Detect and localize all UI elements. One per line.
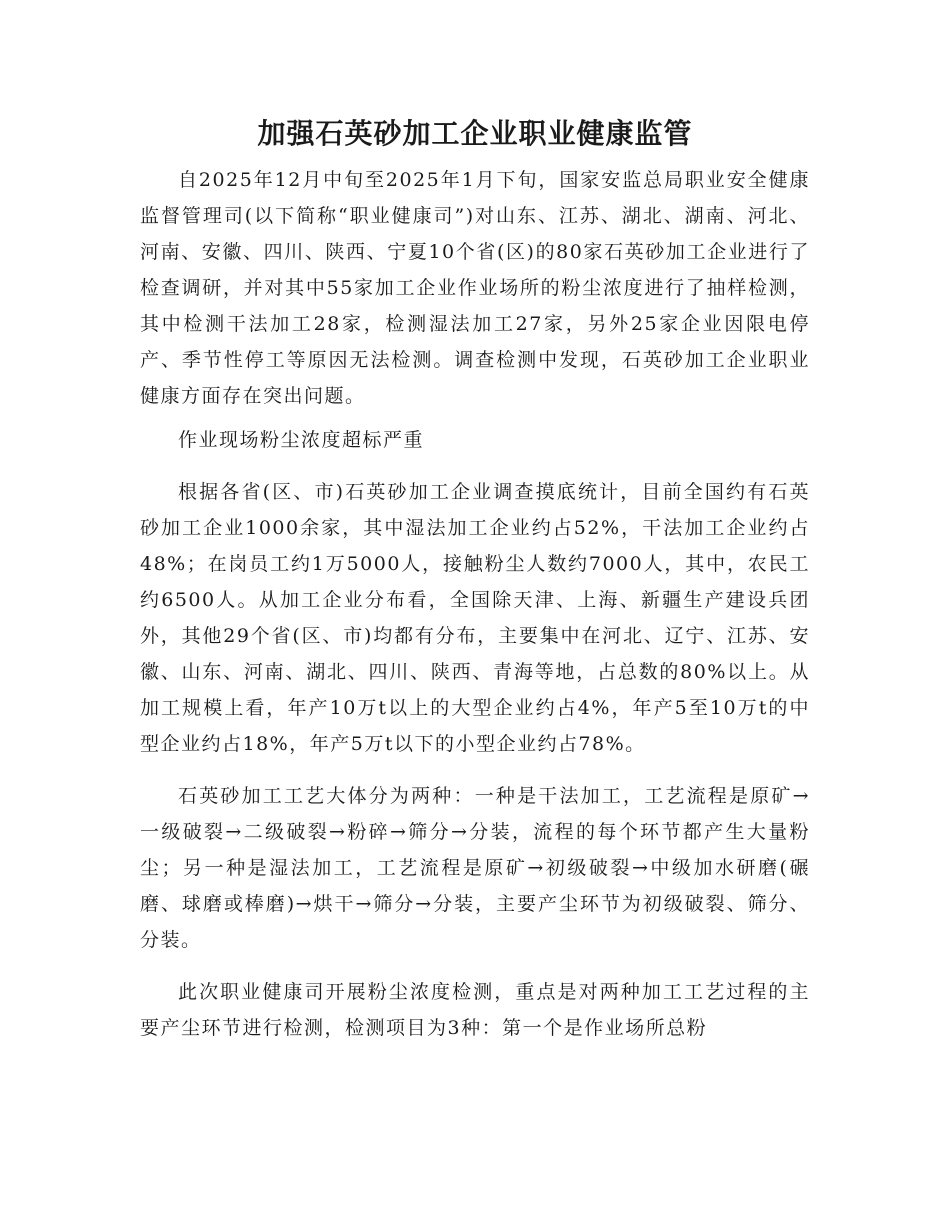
paragraph-detection: 此次职业健康司开展粉尘浓度检测，重点是对两种加工工艺过程的主要产尘环节进行检测，检测项目为3种：第一个是作业场所总粉 bbox=[140, 981, 810, 1039]
paragraph-process: 石英砂加工工艺大体分为两种：一种是干法加工，工艺流程是原矿→一级破裂→二级破裂→粉碎→筛分→分装，流程的每个环节都产生大量粉尘；另一种是湿法加工，工艺流程是原矿→初级破裂→中级加水研磨(碾磨、球磨或棒磨)→烘干→筛分→分装，主要产尘环节为初级破裂、筛分、分装。 bbox=[140, 785, 810, 951]
document-title: 加强石英砂加工企业职业健康监管 bbox=[257, 117, 693, 150]
section-heading: 作业现场粉尘浓度超标严重 bbox=[178, 429, 425, 451]
paragraph-statistics: 根据各省(区、市)石英砂加工企业调查摸底统计，目前全国约有石英砂加工企业1000余家，其中湿法加工企业约占52%，干法加工企业约占48%；在岗员工约1万5000人，接触粉尘人数约7000人，其中，农民工约6500人。从加工企业分布看，全国除天津、上海、新疆生产建设兵团外，其他29个省(区、市)均都有分布，主要集中在河北、辽宁、江苏、安徽、山东、河南、湖北、四川、陕西、青海等地，占总数的80%以上。从加工规模上看，年产10万t以上的大型企业约占4%，年产5至10万t的中型企业约占18%，年产5万t以下的小型企业约占78%。 bbox=[140, 481, 810, 755]
paragraph-intro: 自2025年12月中旬至2025年1月下旬，国家安监总局职业安全健康监督管理司(以下简称“职业健康司”)对山东、江苏、湖北、湖南、河北、河南、安徽、四川、陕西、宁夏10个省(区)的80家石英砂加工企业进行了检查调研，并对其中55家加工企业作业场所的粉尘浓度进行了抽样检测，其中检测干法加工28家，检测湿法加工27家，另外25家企业因限电停产、季节性停工等原因无法检测。调查检测中发现，石英砂加工企业职业健康方面存在突出问题。 bbox=[140, 169, 810, 407]
